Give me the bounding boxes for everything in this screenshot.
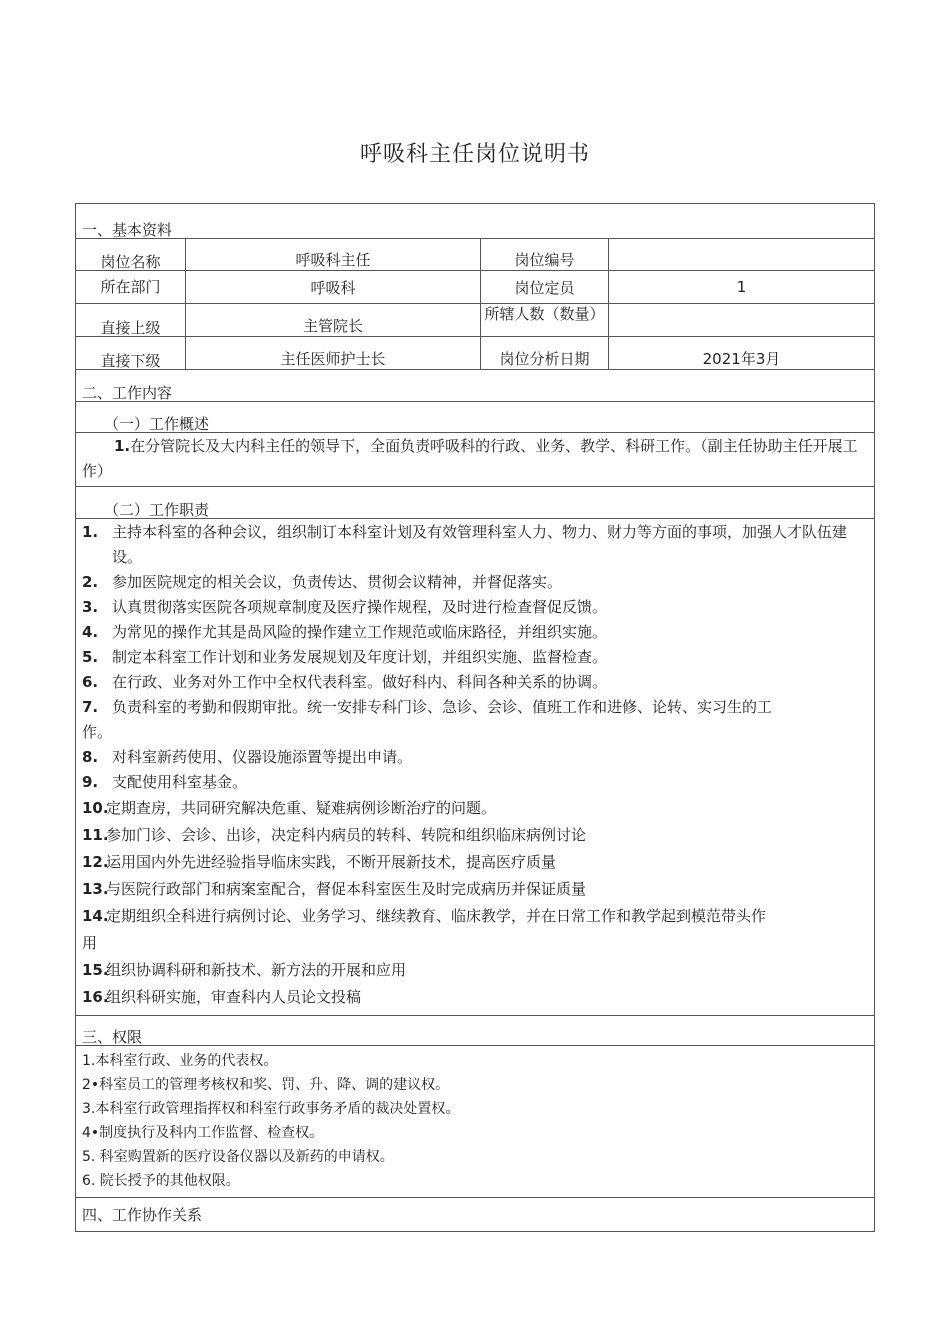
section-work-content-row: [76, 370, 875, 402]
duty-item: [82, 903, 866, 930]
subordinate-count-label-text: 所辖人数（数量）: [484, 305, 605, 323]
info-row: [76, 304, 875, 337]
duty-text: 对科室新药使用、仪器设施添置等提出申请。: [112, 748, 413, 766]
duty-number: 13.: [82, 880, 109, 898]
section-authority-heading: 三、权限: [76, 1016, 875, 1046]
duty-text: 与医院行政部门和病案室配合，督促本科室医生及时完成病历并保证质量: [106, 880, 587, 898]
page-title: 呼吸科主任岗位说明书: [359, 142, 590, 167]
duty-item: [82, 595, 866, 620]
duty-text: 定期组织全科进行病例讨论、业务学习、继续教育、临床教学，并在日常工作和教学起到模范带头作: [106, 907, 767, 925]
duty-number: 12.: [82, 853, 109, 871]
direct-superior-value: 主管院长: [186, 304, 481, 337]
duty-text: 组织科研实施，审查科内人员论文投稿: [106, 988, 362, 1006]
duty-continuation: 作。: [82, 723, 113, 741]
duty-item: [82, 620, 866, 645]
duties-cell: [76, 519, 875, 1016]
position-name-label: 岗位名称: [76, 239, 186, 271]
authority-item: 1.本科室行政、业务的代表权。: [82, 1053, 278, 1069]
position-number-value: [609, 239, 875, 271]
job-description-table: [75, 203, 875, 1232]
duty-number: 5.: [82, 648, 99, 666]
overview-number: 1.: [114, 437, 131, 455]
authority-cell: [76, 1046, 875, 1198]
subordinate-count-value: [609, 304, 875, 337]
duty-item: [82, 795, 866, 822]
duty-text: 组织协调科研和新技术、新方法的开展和应用: [106, 961, 407, 979]
section-basic-info-row: [76, 204, 875, 239]
duty-number: 2.: [82, 573, 99, 591]
duty-item: [82, 745, 866, 770]
overview-paragraph: [76, 433, 874, 486]
duty-number: 10.: [82, 799, 109, 817]
duty-text: 认真贯彻落实医院各项规章制度及医疗操作规程，及时进行检查督促反馈。: [112, 598, 608, 616]
duty-item: [82, 520, 866, 570]
overview-text: 在分管院长及大内科主任的领导下，全面负责呼吸科的行政、业务、教学、科研工作。（副主任协助主任开展工作）: [82, 437, 858, 480]
duty-item: [82, 957, 866, 984]
duty-number: 6.: [82, 673, 99, 691]
headcount-value: 1: [609, 271, 875, 304]
duty-item: [82, 570, 866, 595]
authority-list: [76, 1046, 874, 1197]
authority-item: 5. 科室购置新的医疗设备仪器以及新药的申请权。: [82, 1149, 394, 1165]
authority-item: 6. 院长授予的其他权限。: [82, 1173, 240, 1189]
direct-subordinate-label: 直接下级: [76, 337, 186, 370]
duties-heading-row: [76, 487, 875, 519]
direct-subordinate-value: 主任医师护士长: [186, 337, 481, 370]
duty-item: [82, 695, 866, 720]
overview-row: [76, 433, 875, 487]
duty-number: 11.: [82, 826, 109, 844]
duty-number: 8.: [82, 748, 99, 766]
duty-text: 支配使用科室基金。: [112, 773, 248, 791]
info-row: [76, 271, 875, 304]
duty-item: [82, 822, 866, 849]
duty-text: 在行政、业务对外工作中全权代表科室。做好科内、科间各种关系的协调。: [112, 673, 608, 691]
duty-text: 为常见的操作尤其是咼风险的操作建立工作规范或临床路径，并组织实施。: [112, 623, 608, 641]
position-number-label: 岗位编号: [481, 239, 609, 271]
overview-heading: （一）工作概述: [76, 402, 875, 433]
info-row: [76, 239, 875, 271]
duty-text: 主持本科室的各种会议，组织制订本科室计划及有效管理科室人力、物力、财力等方面的事项，加强人才队伍建设。: [112, 523, 848, 566]
duty-text: 制定本科室工作计划和业务发展规划及年度计划，并组织实施、监督检查。: [112, 648, 608, 666]
analysis-date-label: 岗位分析日期: [481, 337, 609, 370]
authority-row: [76, 1046, 875, 1198]
overview-heading-row: [76, 402, 875, 433]
duty-number: 7.: [82, 698, 99, 716]
section-cooperation-heading: 四、工作协作关系: [76, 1198, 875, 1232]
section-basic-info-heading: 一、基本资料: [76, 204, 875, 239]
department-value: 呼吸科: [186, 271, 481, 304]
duty-number: 1.: [82, 523, 99, 541]
duty-number: 9.: [82, 773, 99, 791]
duty-item: [82, 770, 866, 795]
duty-number: 3.: [82, 598, 99, 616]
headcount-label: 岗位定员: [481, 271, 609, 304]
duty-item: [82, 645, 866, 670]
subordinate-count-label: [481, 304, 609, 337]
analysis-date-value: 2021年3月: [609, 337, 875, 370]
duty-text: 参加门诊、会诊、出诊，决定科内病员的转科、转院和组织临床病例讨论: [106, 826, 587, 844]
duty-text: 运用国内外先进经验指导临床实践，不断开展新技术，提高医疗质量: [106, 853, 557, 871]
info-row: [76, 337, 875, 370]
duty-item: [82, 876, 866, 903]
direct-superior-label: 直接上级: [76, 304, 186, 337]
authority-item: 4•制度执行及科内工作监督、检查权。: [82, 1125, 324, 1141]
duty-item: [82, 984, 866, 1011]
authority-item: 3.本科室行政管理指挥权和科室行政事务矛盾的裁决处置权。: [82, 1101, 460, 1117]
section-work-content-heading: 二、工作内容: [76, 370, 875, 402]
section-authority-row: [76, 1016, 875, 1046]
duty-number: 14.: [82, 907, 109, 925]
duties-row: [76, 519, 875, 1016]
duty-item: [82, 670, 866, 695]
duties-heading: （二）工作职责: [76, 487, 875, 519]
duties-list: [76, 519, 874, 1015]
duty-number: 4.: [82, 623, 99, 641]
duty-text: 参加医院规定的相关会议，负责传达、贯彻会议精神，并督促落实。: [112, 573, 563, 591]
department-label: 所在部门: [76, 271, 186, 304]
duty-item: [82, 849, 866, 876]
position-name-value: 呼吸科主任: [186, 239, 481, 271]
authority-item: 2•科室员工的管理考核权和奖、罚、升、降、调的建议权。: [82, 1077, 450, 1093]
section-cooperation-row: [76, 1198, 875, 1232]
duty-number: 16.: [82, 988, 109, 1006]
duty-text: 负责科室的考勤和假期审批。统一安排专科门诊、急诊、会诊、值班工作和进修、论转、实习生的工: [112, 698, 773, 716]
duty-continuation: 用: [82, 934, 98, 952]
duty-text: 定期查房，共同研究解决危重、疑难病例诊断治疗的问题。: [106, 799, 497, 817]
overview-cell: [76, 433, 875, 487]
duty-number: 15.: [82, 961, 109, 979]
